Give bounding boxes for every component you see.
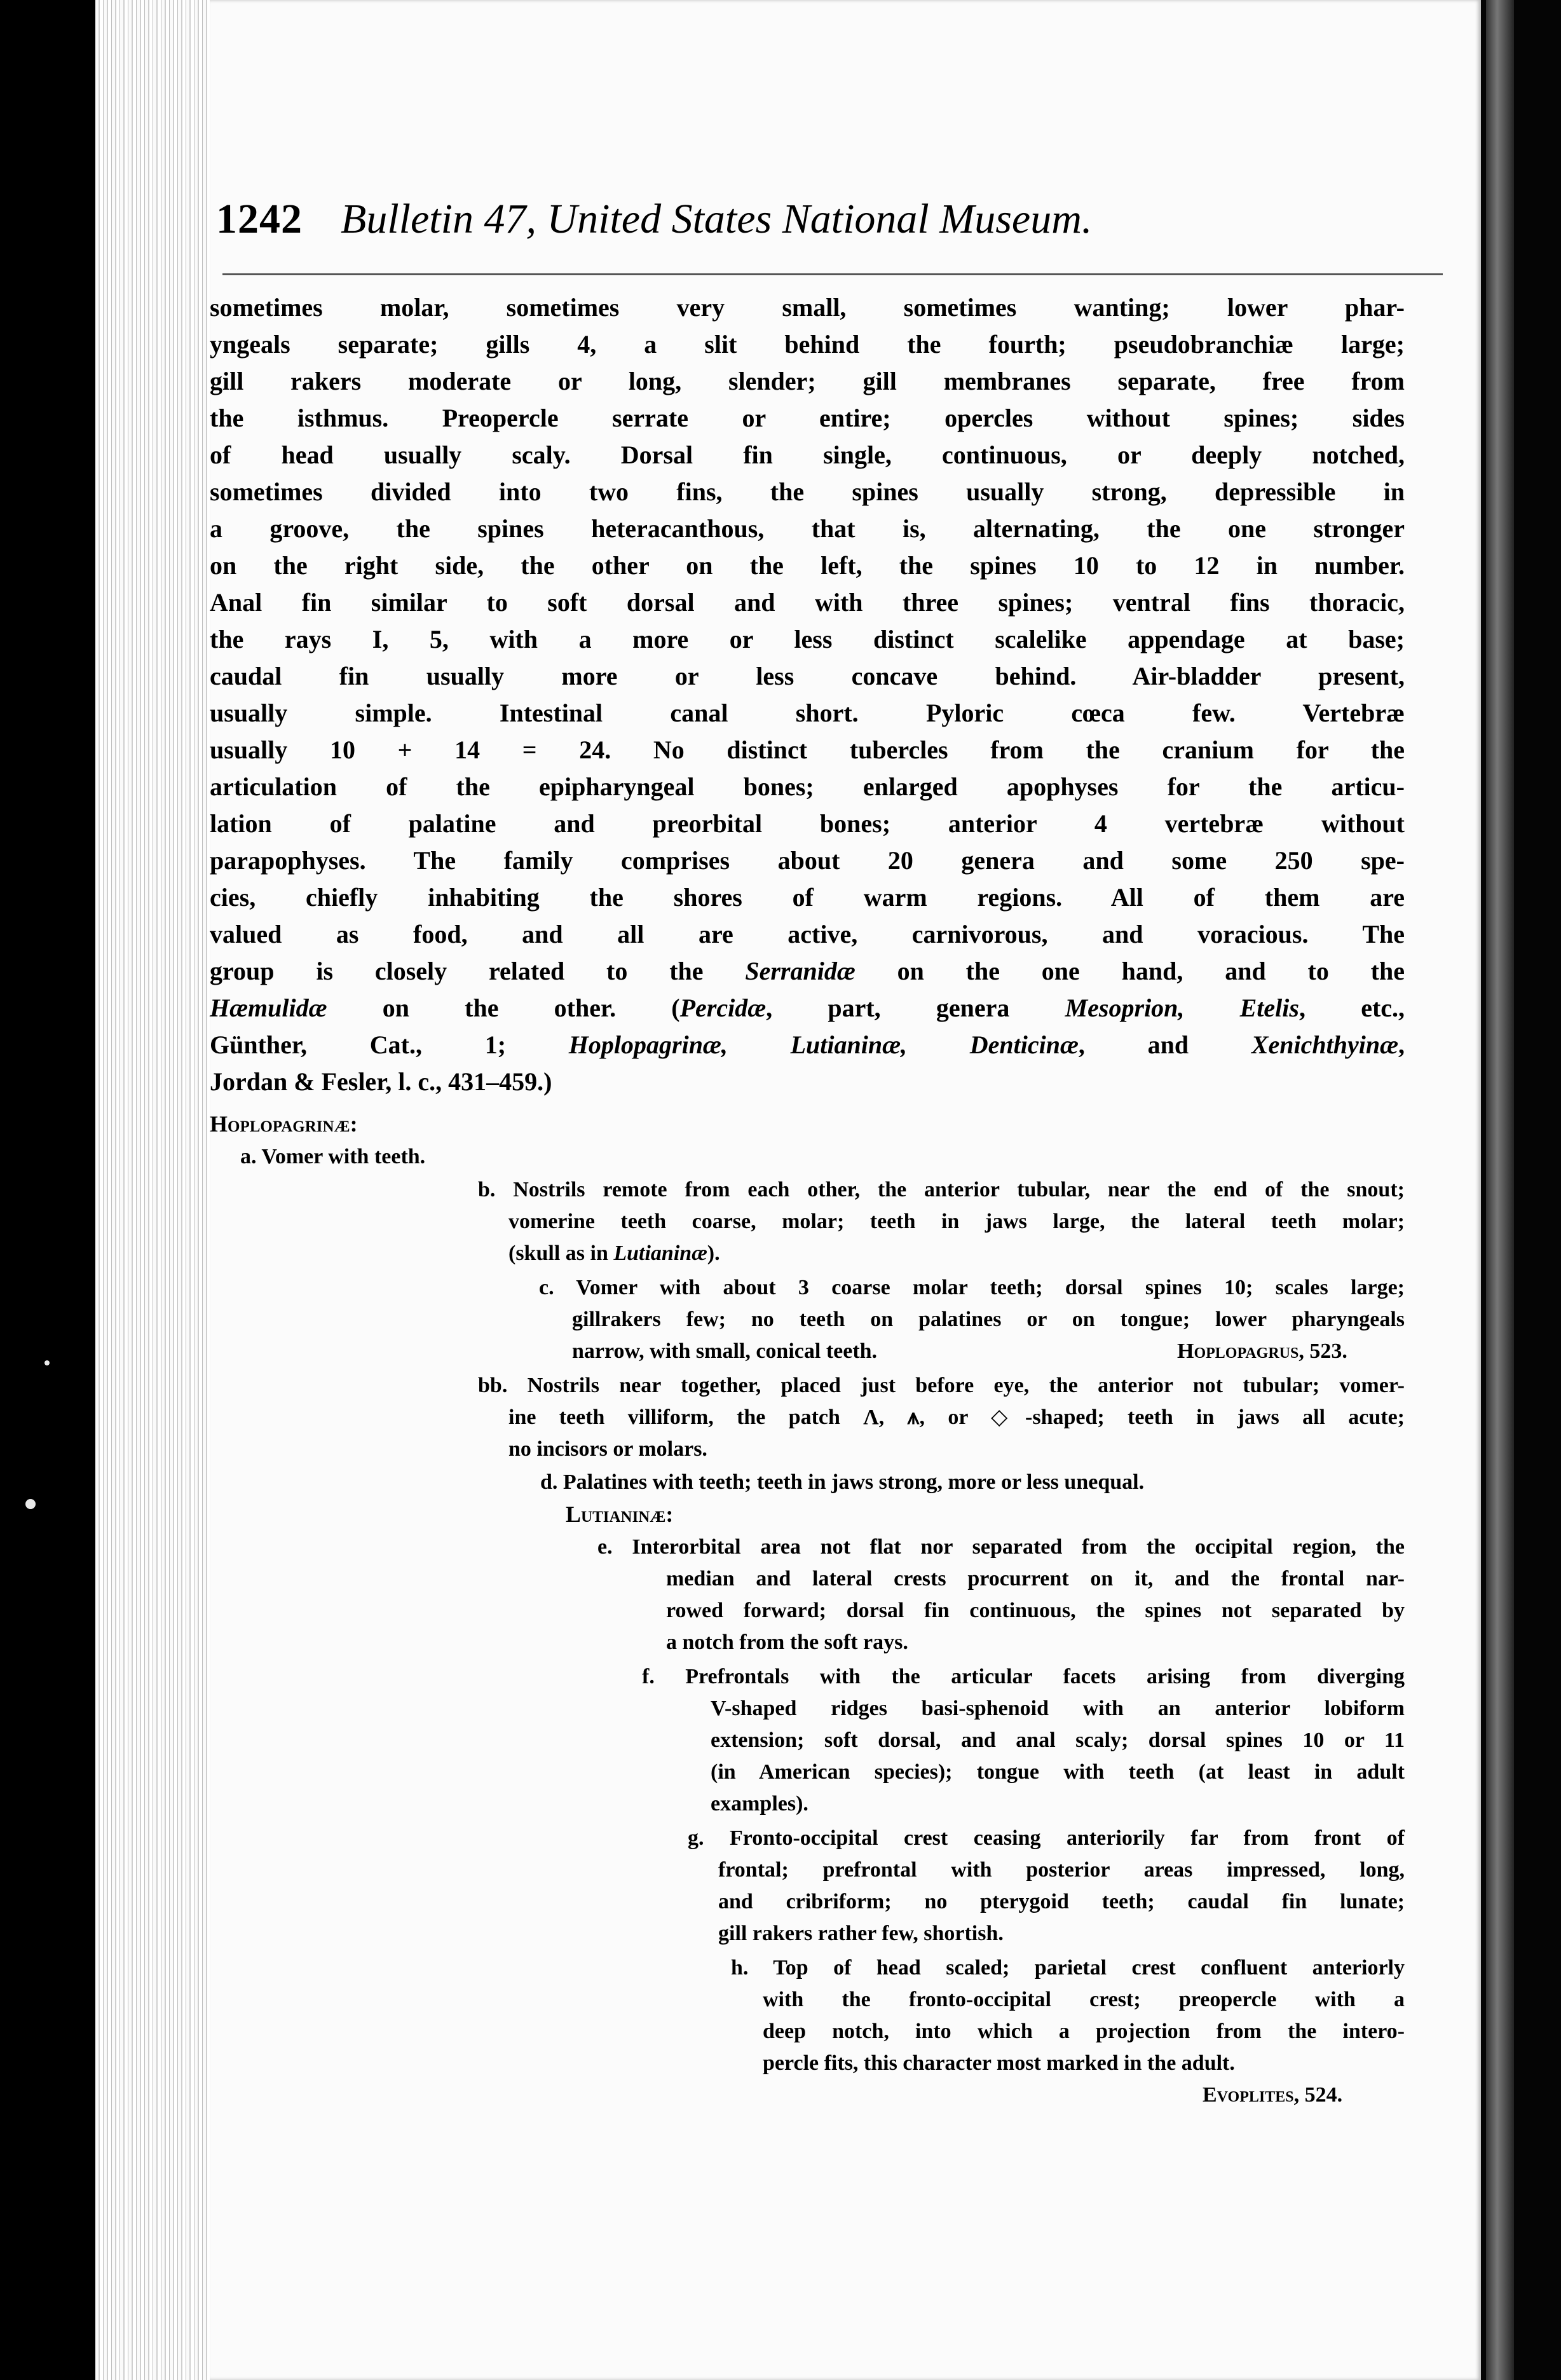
- text-line: sometimes molar, sometimes very small, sometimes wanting; lower phar-: [210, 293, 1405, 322]
- text-line: valued as food, and all are active, carnivorous, and voracious. The: [210, 920, 1405, 948]
- key-entry-f: V-shaped ridges basi-sphenoid with an anterior lobiform: [711, 1697, 1405, 1720]
- key-entry-f: extension; soft dorsal, and anal scaly; dorsal spines 10 or 11: [711, 1728, 1405, 1752]
- header-rule: [222, 273, 1443, 275]
- subfamily-heading: Hoplopagrinæ:: [210, 1111, 358, 1137]
- key-entry-h: h. Top of head scaled; parietal crest confluent anteriorly: [731, 1956, 1405, 1980]
- book-page-edges: [95, 0, 216, 2380]
- text-line: Hæmulidæ on the other. (Percidæ, part, genera Mesoprion, Etelis, etc.,: [210, 994, 1405, 1022]
- running-title: Bulletin 47, United States National Museum.: [341, 196, 1093, 242]
- key-entry-bb: bb. Nostrils near together, placed just before eye, the anterior not tubular; vomer-: [478, 1374, 1405, 1397]
- key-entry-e: a notch from the soft rays.: [666, 1631, 908, 1654]
- text-line: on the right side, the other on the left, the spines 10 to 12 in number.: [210, 551, 1405, 580]
- genus-reference: Evoplites, 524.: [1203, 2083, 1343, 2107]
- text-line: articulation of the epipharyngeal bones; enlarged apophyses for the articu-: [210, 772, 1405, 801]
- scan-artifact-dot: [44, 1360, 50, 1365]
- text-line: the rays I, 5, with a more or less distinct scalelike appendage at base;: [210, 625, 1405, 653]
- key-entry-e: e. Interorbital area not flat nor separated from the occipital region, the: [597, 1535, 1405, 1559]
- key-entry-g: gill rakers rather few, shortish.: [718, 1922, 1004, 1945]
- scan-artifact-dot: [25, 1499, 36, 1509]
- key-entry-h: deep notch, into which a projection from the intero-: [763, 2020, 1405, 2043]
- key-entry-bb: ine teeth villiform, the patch Λ, ⩚, or ◇-shaped; teeth in jaws all acute;: [508, 1405, 1405, 1429]
- key-entry-b: vomerine teeth coarse, molar; teeth in jaws large, the lateral teeth molar;: [508, 1210, 1405, 1233]
- text-line: the isthmus. Preopercle serrate or entire; opercles without spines; sides: [210, 404, 1405, 432]
- text-line: cies, chiefly inhabiting the shores of warm regions. All of them are: [210, 883, 1405, 912]
- scan-border-right: [1481, 0, 1561, 2380]
- key-entry-f: f. Prefrontals with the articular facets arising from diverging: [642, 1665, 1405, 1688]
- text-line: caudal fin usually more or less concave behind. Air-bladder present,: [210, 662, 1405, 690]
- key-entry-c: narrow, with small, conical teeth.: [572, 1339, 878, 1363]
- page-number: 1242: [216, 196, 303, 242]
- genus-reference: Hoplopagrus, 523.: [1177, 1339, 1347, 1363]
- text-line: parapophyses. The family comprises about 20 genera and some 250 spe-: [210, 846, 1405, 875]
- key-entry-g: frontal; prefrontal with posterior areas impressed, long,: [718, 1858, 1405, 1882]
- text-line: yngeals separate; gills 4, a slit behind the fourth; pseudobranchiæ large;: [210, 330, 1405, 359]
- key-entry-h: with the fronto-occipital crest; preopercle with a: [763, 1988, 1405, 2011]
- key-entry-e: median and lateral crests procurrent on it, and the frontal nar-: [666, 1567, 1405, 1590]
- text-line: Jordan & Fesler, l. c., 431–459.): [210, 1067, 552, 1096]
- key-entry-f: (in American species); tongue with teeth (at least in adult: [711, 1760, 1405, 1784]
- key-entry-c: c. Vomer with about 3 coarse molar teeth; dorsal spines 10; scales large;: [539, 1276, 1405, 1299]
- key-entry-h: percle fits, this character most marked in the adult.: [763, 2051, 1235, 2075]
- text-line: of head usually scaly. Dorsal fin single, continuous, or deeply notched,: [210, 441, 1405, 469]
- key-entry-g: and cribriform; no pterygoid teeth; caudal fin lunate;: [718, 1890, 1405, 1913]
- subfamily-heading: Lutianinæ:: [566, 1501, 674, 1527]
- text-line: group is closely related to the Serranidæ on the one hand, and to the: [210, 957, 1405, 985]
- text-line: lation of palatine and preorbital bones; anterior 4 vertebræ without: [210, 809, 1405, 838]
- text-line: Anal fin similar to soft dorsal and with three spines; ventral fins thoracic,: [210, 588, 1405, 617]
- key-entry-bb: no incisors or molars.: [508, 1437, 707, 1461]
- key-entry-c: gillrakers few; no teeth on palatines or on tongue; lower pharyngeals: [572, 1308, 1405, 1331]
- text-line: usually simple. Intestinal canal short. Pyloric cœca few. Vertebræ: [210, 699, 1405, 727]
- key-entry-a: a. Vomer with teeth.: [240, 1145, 426, 1168]
- text-line: sometimes divided into two fins, the spines usually strong, depressible in: [210, 477, 1405, 506]
- key-entry-b: b. Nostrils remote from each other, the anterior tubular, near the end of the snout;: [478, 1178, 1405, 1201]
- key-entry-g: g. Fronto-occipital crest ceasing anteriorily far from front of: [688, 1826, 1405, 1850]
- text-line: usually 10 + 14 = 24. No distinct tubercles from the cranium for the: [210, 735, 1405, 764]
- key-entry-b: (skull as in Lutianinæ).: [508, 1241, 720, 1265]
- key-entry-d: d. Palatines with teeth; teeth in jaws strong, more or less unequal.: [540, 1470, 1145, 1494]
- text-line: a groove, the spines heteracanthous, that is, alternating, the one stronger: [210, 514, 1405, 543]
- running-header: [216, 191, 1386, 248]
- text-line: Günther, Cat., 1; Hoplopagrinæ, Lutianinæ, Denticinæ, and Xenichthyinæ,: [210, 1030, 1405, 1059]
- key-entry-f: examples).: [711, 1792, 808, 1816]
- text-line: gill rakers moderate or long, slender; gill membranes separate, free from: [210, 367, 1405, 395]
- key-entry-e: rowed forward; dorsal fin continuous, the spines not separated by: [666, 1599, 1405, 1622]
